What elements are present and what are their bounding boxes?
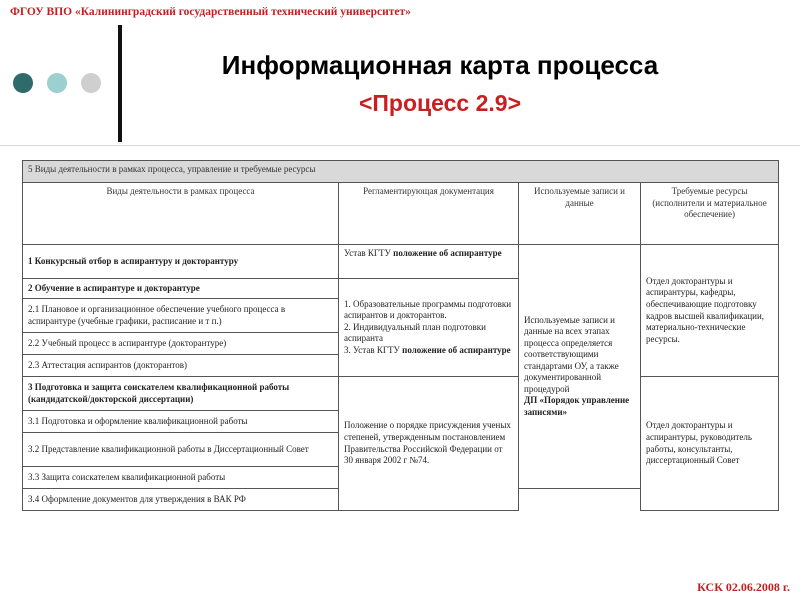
- activity-cell: 3.3 Защита соискателем квалификационной работы: [23, 467, 339, 489]
- doc-line: [344, 345, 513, 357]
- records-text: Используемые записи и данные на всех этапах процесса определяется соответствующими стандартами ОУ, а также документированной процедурой: [524, 314, 619, 394]
- activity-cell: 3.2 Представление квалификационной работы в Диссертационный Совет: [23, 433, 339, 467]
- column-header-documentation: Регламентирующая документация: [339, 183, 519, 245]
- table-row: [23, 377, 779, 411]
- activity-cell: 2.1 Плановое и организационное обеспечение учебного процесса в аспирантуре (учебные графики, расписание и т п.): [23, 299, 339, 333]
- process-table: [22, 160, 779, 511]
- doc-bold-text: положение об аспирантуре: [402, 344, 511, 355]
- vertical-divider: [118, 25, 122, 142]
- dark-teal-dot-icon: [13, 73, 33, 93]
- doc-line: 1. Образовательные программы подготовки аспирантов и докторантов.: [344, 298, 512, 321]
- documentation-cell: Положение о порядке присуждения ученых степеней, утвержденным постановлением Правительства Российской Федерации от 30 января 2002 г №74.: [339, 377, 519, 511]
- records-bold-text: ДП «Порядок управление записями»: [524, 395, 630, 417]
- page-title: Информационная карта процесса: [221, 50, 659, 80]
- resources-cell: Отдел докторантуры и аспирантуры, руководитель работы, консультанты, диссертационный Совет: [641, 377, 779, 511]
- table-row: [23, 245, 779, 279]
- activity-cell: 2.2 Учебный процесс в аспирантуре (докторантуре): [23, 333, 339, 355]
- column-header-row: [23, 183, 779, 245]
- resources-cell: Отдел докторантуры и аспирантуры, кафедры, обеспечивающие подготовку кадров высшей квалификации, материально-технические ресурсы.: [641, 245, 779, 377]
- doc-text: Устав КГТУ: [344, 248, 394, 258]
- gray-dot-icon: [81, 73, 101, 93]
- footer-date: КСК 02.06.2008 г.: [697, 580, 790, 594]
- doc-bold-text: положение об аспирантуре: [393, 248, 502, 258]
- activity-cell: 3.1 Подготовка и оформление квалификационной работы: [23, 411, 339, 433]
- section-title: 5 Виды деятельности в рамках процесса, управление и требуемые ресурсы: [23, 161, 779, 183]
- column-header-activities: Виды деятельности в рамках процесса: [23, 183, 339, 245]
- horizontal-divider: [0, 145, 800, 146]
- activity-cell: 3 Подготовка и защита соискателем квалификационной работы (кандидатской/докторской диссертации): [23, 377, 339, 411]
- activity-cell: 3.4 Оформление документов для утверждения в ВАК РФ: [23, 489, 339, 511]
- documentation-cell: [339, 279, 519, 377]
- doc-text: 3. Устав КГТУ: [344, 344, 403, 355]
- section-title-row: [23, 161, 779, 183]
- doc-line: 2. Индивидуальный план подготовки аспиранта: [344, 321, 486, 344]
- light-teal-dot-icon: [47, 73, 67, 93]
- activity-cell: 1 Конкурсный отбор в аспирантуру и докторантуру: [23, 245, 339, 279]
- column-header-resources: Требуемые ресурсы (исполнители и материальное обеспечение): [641, 183, 779, 245]
- organization-header: ФГОУ ВПО «Калининградский государственный технический университет»: [10, 6, 411, 18]
- activity-cell: 2.3 Аттестация аспирантов (докторантов): [23, 355, 339, 377]
- records-cell: [519, 245, 641, 489]
- column-header-records: Используемые записи и данные: [519, 183, 641, 245]
- process-subtitle: <Процесс 2.9>: [358, 90, 522, 116]
- activity-cell: 2 Обучение в аспирантуре и докторантуре: [23, 279, 339, 299]
- documentation-cell: [339, 245, 519, 279]
